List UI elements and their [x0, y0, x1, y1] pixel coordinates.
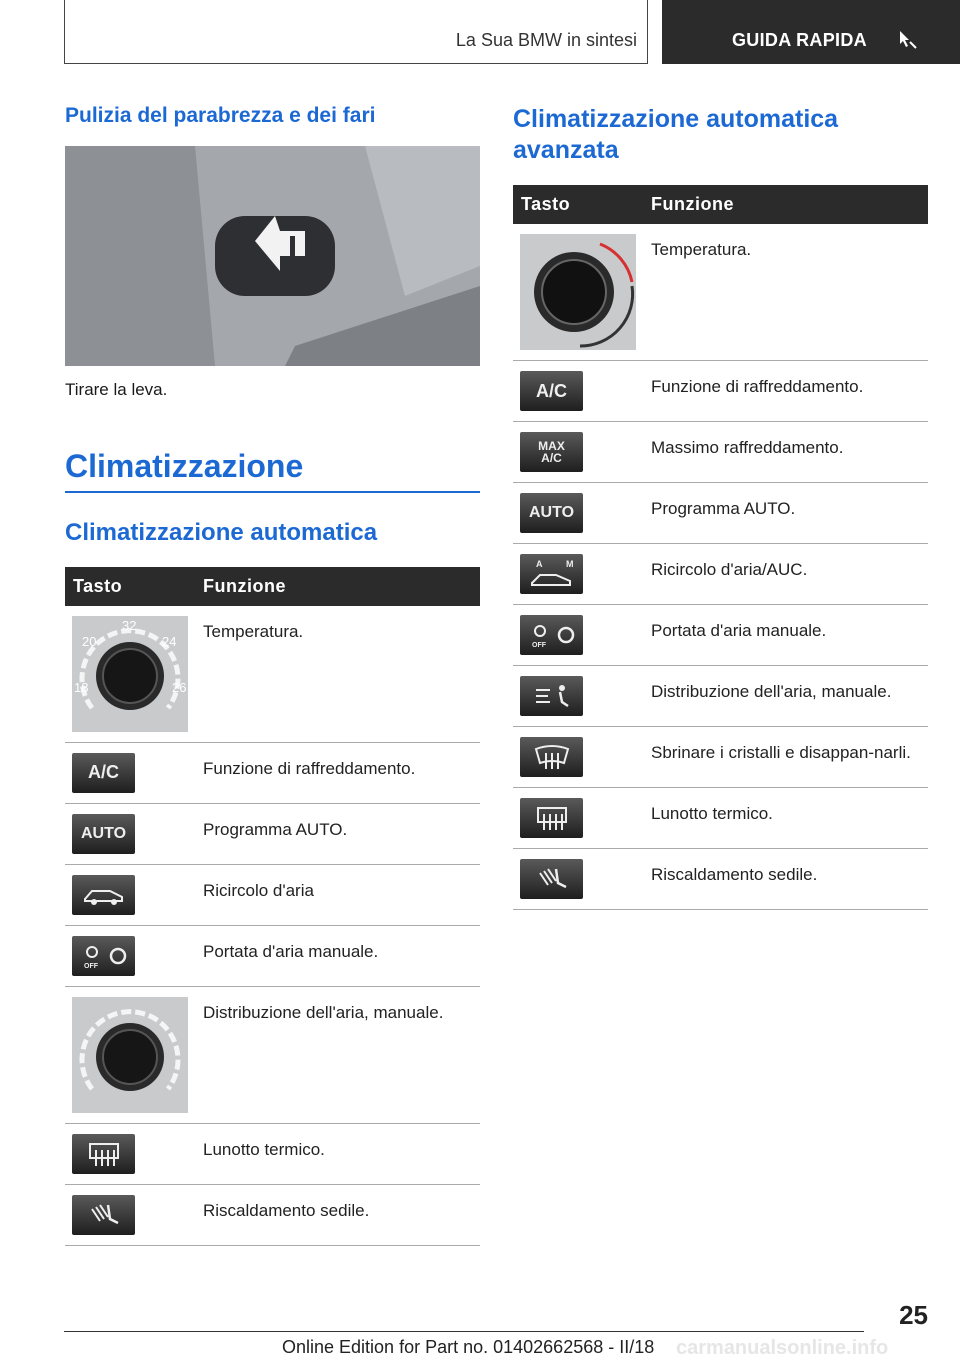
function-text: Temperatura.: [643, 224, 928, 361]
max-ac-label: A/C: [541, 451, 562, 465]
function-text: Portata d'aria manuale.: [643, 605, 928, 666]
advanced-climate-heading: Climatizzazione automatica avanzata: [513, 105, 839, 164]
max-label: MAX: [538, 439, 565, 453]
air-distribution-knob-icon: [72, 997, 188, 1113]
header-guide-box: [662, 0, 960, 64]
table-row: [65, 742, 480, 803]
function-text: Ricircolo d'aria: [195, 864, 480, 925]
recirculation-auc-icon: [520, 554, 583, 594]
washer-heading: Pulizia del parabrezza e dei fari: [65, 104, 376, 127]
auto-button-icon: AUTO: [72, 814, 135, 854]
watermark: carmanualsonline.info: [676, 1337, 889, 1359]
ac-button-icon: A/C: [72, 753, 135, 793]
col-header-key: Tasto: [513, 185, 643, 224]
function-text: Distribuzione dell'aria, manuale.: [643, 666, 928, 727]
knob-label-32: 32: [122, 617, 137, 633]
knob-label-24: 24: [162, 633, 177, 649]
function-text: Ricircolo d'aria/AUC.: [643, 544, 928, 605]
seat-heating-icon: [72, 1195, 135, 1235]
function-text: Riscaldamento sedile.: [195, 1184, 480, 1245]
fan-off-label: OFF: [531, 642, 546, 649]
knob-label-26: 26: [172, 679, 187, 695]
rear-defrost-icon: [72, 1134, 135, 1174]
table-row: [65, 986, 480, 1123]
washer-lever-illustration: [65, 146, 480, 366]
table-row: [65, 1123, 480, 1184]
col-header-key: Tasto: [65, 567, 195, 606]
page-number: 25: [899, 1300, 928, 1330]
left-column: [65, 100, 480, 1246]
right-column: [513, 100, 928, 910]
table-row: [513, 788, 928, 849]
table-row: [65, 864, 480, 925]
table-row: [513, 605, 928, 666]
table-row: [513, 483, 928, 544]
washer-lever-photo: [65, 146, 480, 366]
title-rule: [65, 491, 480, 493]
table-row: [513, 727, 928, 788]
function-text: Sbrinare i cristalli e disappan-narli.: [643, 727, 928, 788]
header-section-box: [64, 0, 648, 64]
table-row: [65, 803, 480, 864]
header-guide-title: GUIDA RAPIDA: [732, 30, 867, 50]
function-text: Funzione di raffreddamento.: [195, 742, 480, 803]
function-text: Lunotto termico.: [195, 1123, 480, 1184]
fan-icon: [520, 615, 583, 655]
function-text: Temperatura.: [195, 606, 480, 743]
col-header-function: Funzione: [643, 185, 928, 224]
advanced-climate-table: [513, 185, 928, 910]
temperature-knob-icon: [72, 616, 188, 732]
auto-climate-table: [65, 567, 480, 1246]
seat-heating-icon: [520, 859, 583, 899]
auto-climate-heading: Climatizzazione automatica: [65, 518, 378, 546]
footer-rule: [64, 1331, 864, 1332]
table-row: [65, 925, 480, 986]
function-text: Programma AUTO.: [195, 803, 480, 864]
function-text: Funzione di raffreddamento.: [643, 361, 928, 422]
climate-title: Climatizzazione: [65, 448, 304, 484]
table-row: [65, 1184, 480, 1245]
col-header-function: Funzione: [195, 567, 480, 606]
washer-caption: Tirare la leva.: [65, 380, 168, 399]
edition-text: Online Edition for Part no. 01402662568 - II/18: [282, 1337, 655, 1357]
header-section-title: La Sua BMW in sintesi: [455, 30, 637, 50]
temperature-knob-icon: [520, 234, 636, 350]
pointer-icon: [896, 28, 918, 50]
table-row: [513, 666, 928, 727]
knob-label-18: 18: [74, 679, 89, 695]
function-text: Portata d'aria manuale.: [195, 925, 480, 986]
table-row: [513, 544, 928, 605]
am-label-m: M: [565, 559, 573, 569]
function-text: Riscaldamento sedile.: [643, 849, 928, 910]
ac-button-icon: A/C: [520, 371, 583, 411]
recirculation-icon: [72, 875, 135, 915]
front-defrost-icon: [520, 737, 583, 777]
table-row: [513, 849, 928, 910]
am-label-a: A: [535, 559, 542, 569]
knob-label-20: 20: [82, 633, 97, 649]
fan-icon: [72, 936, 135, 976]
table-row: [513, 422, 928, 483]
max-ac-button-icon: [520, 432, 583, 472]
function-text: Lunotto termico.: [643, 788, 928, 849]
auto-button-icon: AUTO: [520, 493, 583, 533]
function-text: Massimo raffreddamento.: [643, 422, 928, 483]
fan-off-label: OFF: [83, 962, 98, 970]
air-distribution-icon: [520, 676, 583, 716]
function-text: Programma AUTO.: [643, 483, 928, 544]
table-row: [513, 361, 928, 422]
table-row: [513, 224, 928, 361]
function-text: Distribuzione dell'aria, manuale.: [195, 986, 480, 1123]
rear-defrost-icon: [520, 798, 583, 838]
table-row: [65, 606, 480, 743]
